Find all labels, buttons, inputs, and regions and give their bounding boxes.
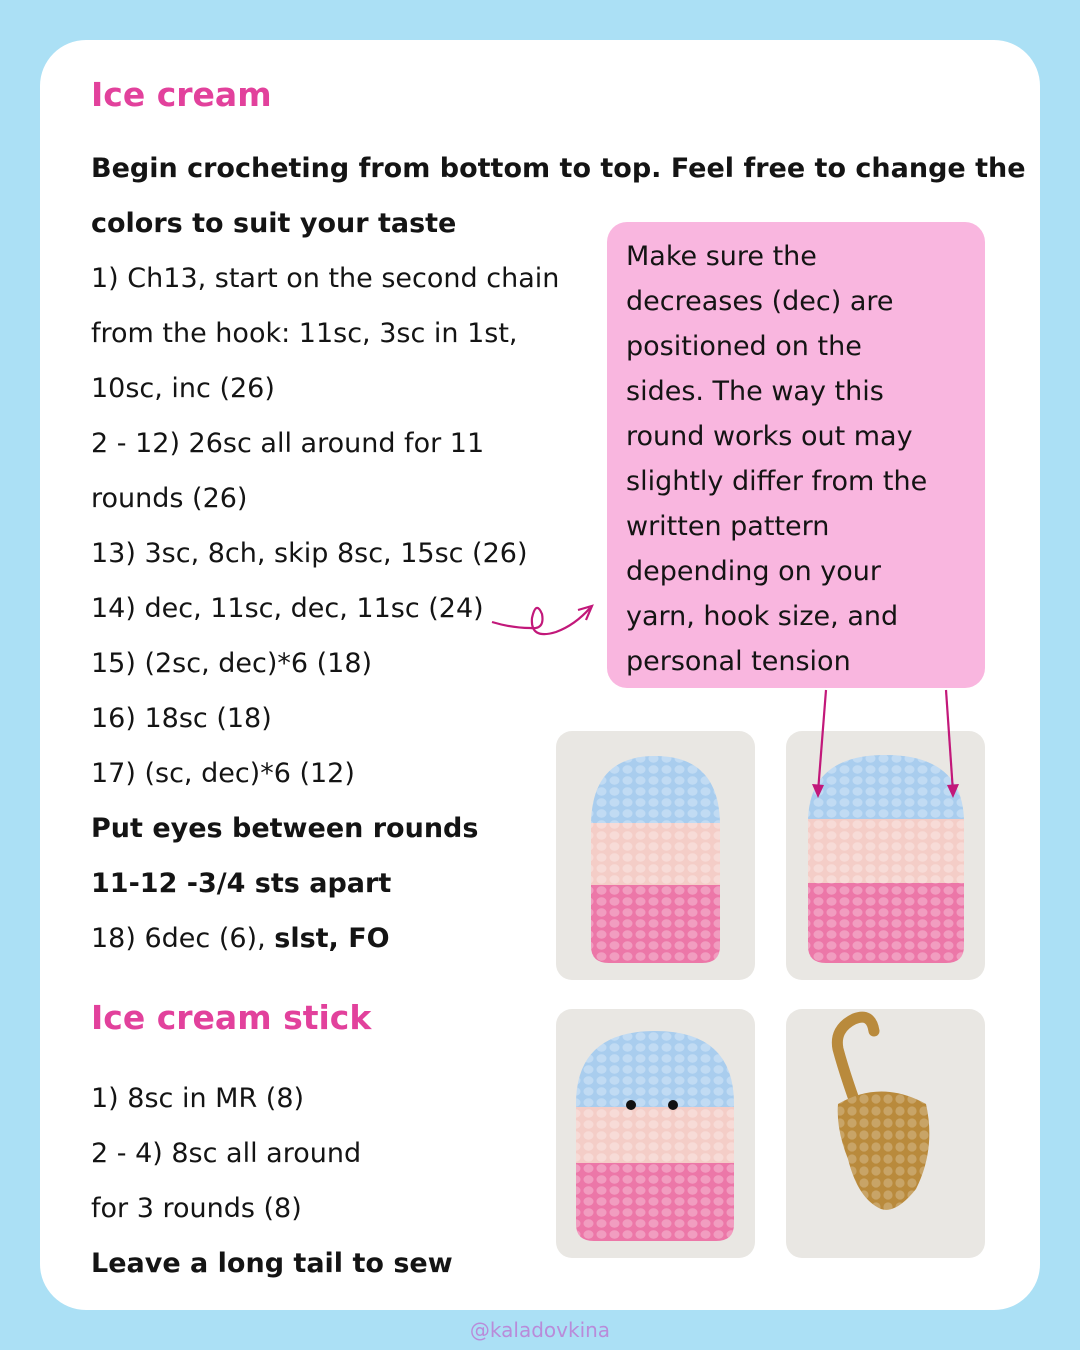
ice-cream-stick-heading: Ice cream stick <box>91 998 372 1037</box>
ice-cream-body-front-photo <box>556 731 755 980</box>
pattern-row: 2 - 12) 26sc all around for 11 <box>91 428 485 459</box>
callout-line: written pattern <box>626 511 830 542</box>
ice-cream-stick-photo <box>786 1009 985 1258</box>
final-row-bold-text: slst, FO <box>274 923 390 954</box>
pattern-row: 16) 18sc (18) <box>91 703 272 734</box>
callout-line: depending on your <box>626 556 882 587</box>
ice-cream-with-eyes-photo <box>556 1009 755 1258</box>
ice-cream-stick-illustration <box>786 1009 985 1258</box>
callout-line: Make sure the <box>626 241 817 272</box>
ice-cream-body-decrease-sides-photo <box>786 731 985 980</box>
pattern-row: 13) 3sc, 8ch, skip 8sc, 15sc (26) <box>91 538 528 569</box>
eyes-instruction-line-2: 11-12 -3/4 sts apart <box>91 868 392 899</box>
callout-line: personal tension <box>626 646 851 677</box>
stick-final-line: Leave a long tail to sew <box>91 1248 453 1279</box>
intro-line-2: colors to suit your taste <box>91 208 457 239</box>
final-row <box>91 922 390 956</box>
eyes-instruction-line-1: Put eyes between rounds <box>91 813 479 844</box>
stick-row: 1) 8sc in MR (8) <box>91 1083 305 1114</box>
ice-cream-eyes-illustration <box>556 1009 755 1258</box>
pattern-row: 17) (sc, dec)*6 (12) <box>91 758 355 789</box>
author-credit: @kaladovkina <box>469 1318 611 1342</box>
stick-row: for 3 rounds (8) <box>91 1193 302 1224</box>
pattern-row: 10sc, inc (26) <box>91 373 275 404</box>
pattern-row: from the hook: 11sc, 3sc in 1st, <box>91 318 518 349</box>
pattern-row: rounds (26) <box>91 483 248 514</box>
callout-line: positioned on the <box>626 331 862 362</box>
callout-line: slightly differ from the <box>626 466 928 497</box>
intro-line-1: Begin crocheting from bottom to top. Feel free to change the <box>91 153 1026 184</box>
pattern-row: 1) Ch13, start on the second chain <box>91 263 560 294</box>
callout-line: round works out may <box>626 421 913 452</box>
right-eye <box>668 1100 678 1110</box>
stick-row: 2 - 4) 8sc all around <box>91 1138 362 1169</box>
pattern-row: 14) dec, 11sc, dec, 11sc (24) <box>91 593 484 624</box>
callout-line: yarn, hook size, and <box>626 601 899 632</box>
final-row-text: 18) 6dec (6), <box>91 923 275 954</box>
callout-line: decreases (dec) are <box>626 286 894 317</box>
ice-cream-heading: Ice cream <box>91 75 272 114</box>
ice-cream-body-illustration <box>556 731 755 980</box>
callout-line: sides. The way this <box>626 376 884 407</box>
ice-cream-body-illustration <box>786 731 985 980</box>
left-eye <box>626 1100 636 1110</box>
pattern-row: 15) (2sc, dec)*6 (18) <box>91 648 373 679</box>
decrease-tip-callout <box>607 222 985 688</box>
